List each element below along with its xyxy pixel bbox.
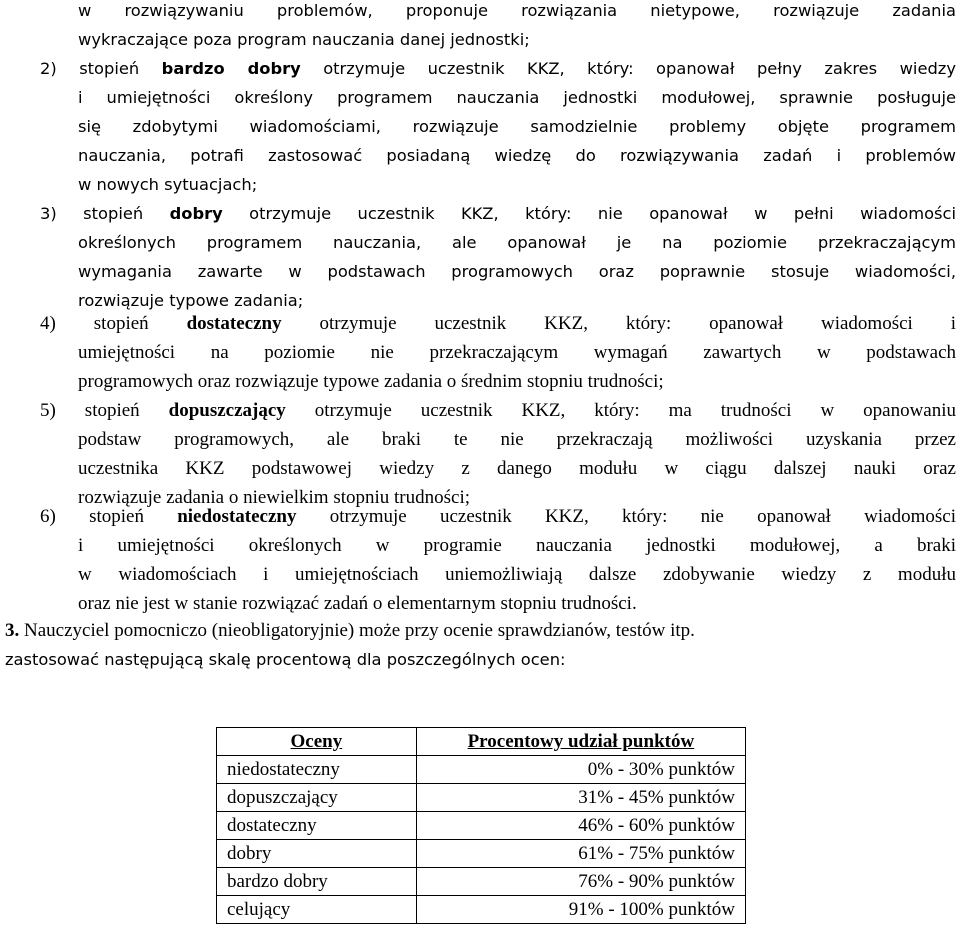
- grade-dostateczny: dostateczny: [186, 313, 282, 334]
- percent-cell: 91% - 100% punktów: [416, 896, 745, 924]
- percent-cell: 0% - 30% punktów: [416, 756, 745, 784]
- grade-dopuszczajacy: dopuszczający: [168, 400, 286, 421]
- item-number: 2): [40, 59, 57, 78]
- percent-cell: 76% - 90% punktów: [416, 868, 745, 896]
- table-header-row: [217, 728, 746, 756]
- item-4-line: umiejętności na poziomie nie przekraczającym wymagań zawartych w podstawach: [78, 342, 956, 363]
- item-number: 4): [40, 313, 56, 334]
- item-6-first-line: [40, 502, 956, 531]
- table-row: [217, 896, 746, 924]
- section-number: 3.: [5, 620, 20, 641]
- item-post: otrzymuje uczestnik KKZ, który: ma trudności w opanowaniu: [285, 400, 957, 421]
- item-pre: stopień: [83, 204, 170, 223]
- grade-cell: bardzo dobry: [217, 868, 417, 896]
- grade-bardzo-dobry: bardzo dobry: [161, 59, 301, 78]
- item-5-line: rozwiązuje zadania o niewielkim stopniu trudności;: [78, 487, 471, 508]
- section-3-text: Nauczyciel pomocniczo (nieobligatoryjnie) może przy ocenie sprawdzianów, testów itp.: [19, 620, 695, 641]
- item-2-line: w nowych sytuacjach;: [78, 175, 258, 194]
- item-number: 6): [40, 506, 56, 527]
- percent-cell: 46% - 60% punktów: [416, 812, 745, 840]
- item-5-line: uczestnika KKZ podstawowej wiedzy z danego modułu w ciągu dalszej nauki oraz: [78, 458, 956, 479]
- item-6-line: w wiadomościach i umiejętnościach uniemożliwiają dalsze zdobywanie wiedzy z modułu: [78, 564, 956, 585]
- grades-table: [216, 727, 746, 924]
- item-pre: stopień: [89, 506, 178, 527]
- item-3-line: wymagania zawarte w podstawach programowych oraz poprawnie stosuje wiadomości,: [78, 262, 956, 281]
- item-3-first-line: [40, 199, 956, 228]
- item-2-line: i umiejętności określony programem nauczania jednostki modułowej, sprawnie posługuje: [78, 88, 956, 107]
- item-6-line: i umiejętności określonych w programie nauczania jednostki modułowej, a braki: [78, 535, 956, 556]
- table-row: [217, 840, 746, 868]
- grade-cell: dopuszczający: [217, 784, 417, 812]
- grade-cell: niedostateczny: [217, 756, 417, 784]
- percent-cell: 61% - 75% punktów: [416, 840, 745, 868]
- item-post: otrzymuje uczestnik KKZ, który: opanował wiadomości i: [281, 313, 957, 334]
- item-3-line: rozwiązuje typowe zadania;: [78, 291, 304, 310]
- intro-line-2: wykraczające poza program nauczania danej jednostki;: [78, 30, 530, 49]
- grade-cell: dobry: [217, 840, 417, 868]
- grade-cell: celujący: [217, 896, 417, 924]
- item-post: otrzymuje uczestnik KKZ, który: nie opanował w pełni wiadomości: [222, 204, 956, 223]
- table-row: [217, 756, 746, 784]
- grade-dobry: dobry: [169, 204, 223, 223]
- grade-niedostateczny: niedostateczny: [177, 506, 297, 527]
- section-3-line-1: [5, 616, 695, 645]
- item-post: otrzymuje uczestnik KKZ, który: nie opanował wiadomości: [296, 506, 956, 527]
- item-pre: stopień: [93, 313, 187, 334]
- item-pre: stopień: [79, 59, 162, 78]
- grade-cell: dostateczny: [217, 812, 417, 840]
- item-3-line: określonych programem nauczania, ale opanował je na poziomie przekraczającym: [78, 233, 956, 252]
- item-5-first-line: [40, 396, 956, 425]
- column-header-percent: Procentowy udział punktów: [416, 728, 745, 756]
- intro-line-1: w rozwiązywaniu problemów, proponuje rozwiązania nietypowe, rozwiązuje zadania: [78, 1, 956, 20]
- table-row: [217, 784, 746, 812]
- item-4-first-line: [40, 309, 956, 338]
- percent-cell: 31% - 45% punktów: [416, 784, 745, 812]
- table-row: [217, 868, 746, 896]
- item-number: 5): [40, 400, 56, 421]
- item-post: otrzymuje uczestnik KKZ, który: opanował pełny zakres wiedzy: [300, 59, 956, 78]
- table-row: [217, 812, 746, 840]
- column-header-grades: Oceny: [217, 728, 417, 756]
- section-3-line-2: zastosować następującą skalę procentową dla poszczególnych ocen:: [5, 650, 566, 669]
- item-4-line: programowych oraz rozwiązuje typowe zadania o średnim stopniu trudności;: [78, 371, 664, 392]
- item-2-first-line: [40, 54, 956, 83]
- item-5-line: podstaw programowych, ale braki te nie przekraczają możliwości uzyskania przez: [78, 429, 956, 450]
- item-6-line: oraz nie jest w stanie rozwiązać zadań o elementarnym stopniu trudności.: [78, 593, 637, 614]
- item-number: 3): [40, 204, 57, 223]
- item-2-line: się zdobytymi wiadomościami, rozwiązuje samodzielnie problemy objęte programem: [78, 117, 956, 136]
- item-pre: stopień: [84, 400, 169, 421]
- item-2-line: nauczania, potrafi zastosować posiadaną wiedzę do rozwiązywania zadań i problemów: [78, 146, 956, 165]
